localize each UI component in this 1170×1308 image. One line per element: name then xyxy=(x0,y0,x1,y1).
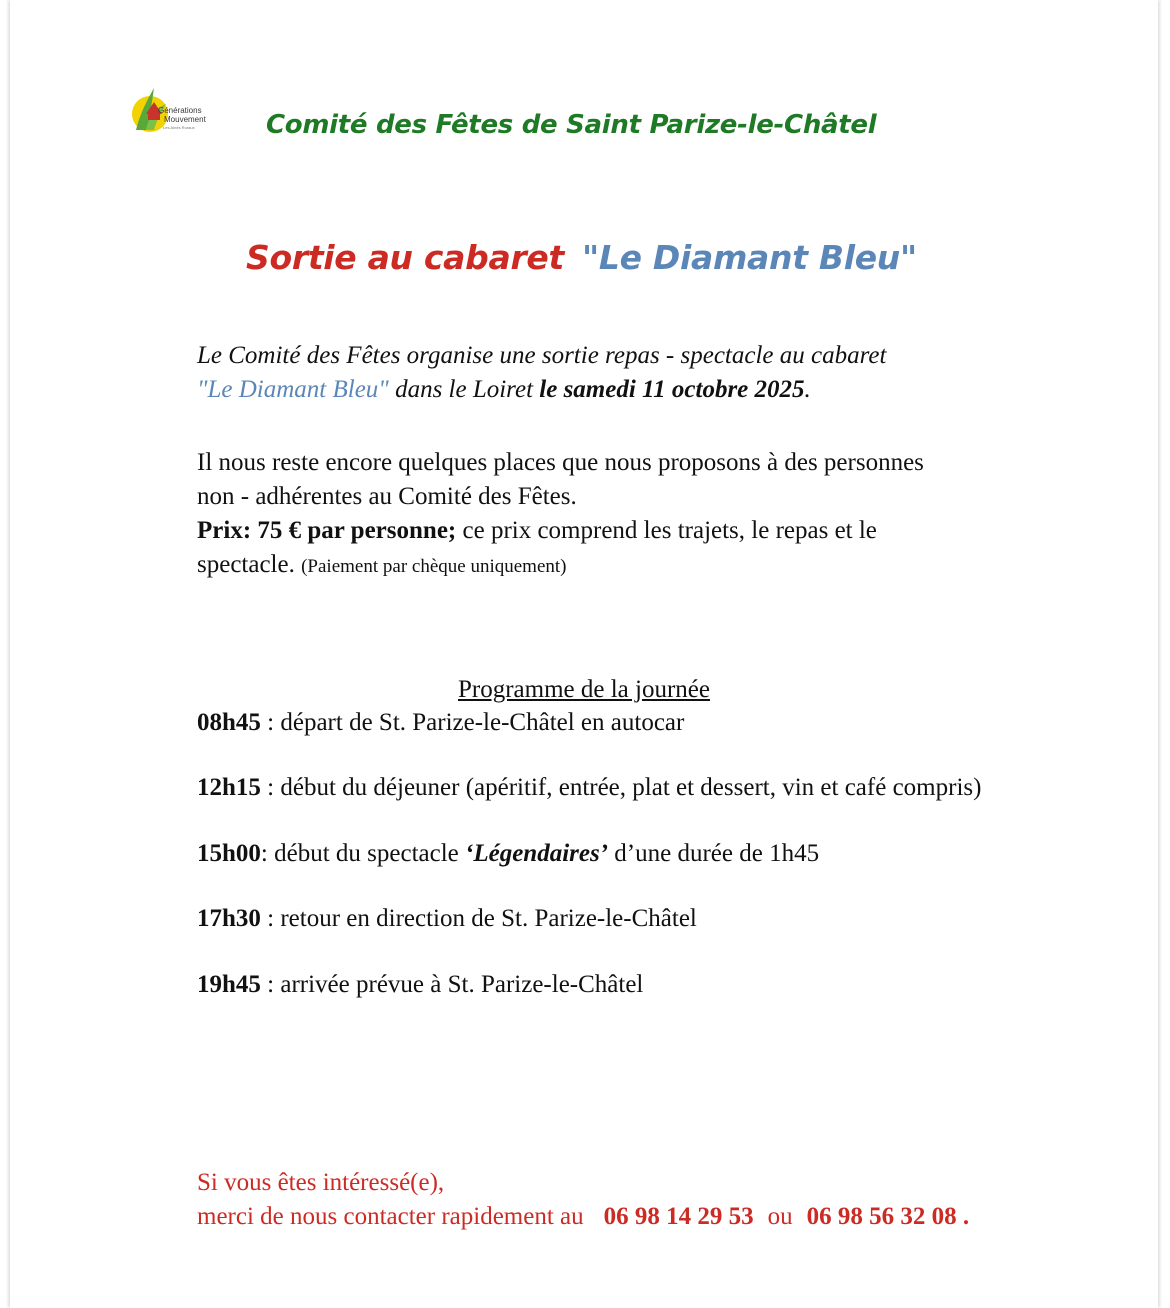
contact-line1: Si vous êtes intéressé(e), xyxy=(197,1169,445,1196)
schedule-item xyxy=(197,709,684,737)
schedule-sep: : xyxy=(260,840,275,867)
show-name: ‘Légendaires’ xyxy=(465,840,609,867)
schedule-item xyxy=(197,905,697,933)
schedule-text-2: d’une durée de 1h45 xyxy=(608,840,820,867)
event-title xyxy=(246,238,917,277)
schedule-item xyxy=(197,774,981,802)
schedule-text: début du déjeuner (apéritif, entrée, plat et dessert, vin et café compris) xyxy=(280,774,982,801)
schedule-time: 17h30 xyxy=(197,905,261,932)
schedule-sep: : xyxy=(260,905,281,932)
schedule-sep: : xyxy=(260,709,281,736)
schedule-time: 15h00 xyxy=(197,840,261,867)
generations-mouvement-logo xyxy=(126,84,216,140)
price-rest: ce prix comprend les trajets, le repas et le xyxy=(456,517,877,544)
program-title: Programme de la journée xyxy=(458,676,710,703)
intro-line1: Le Comité des Fêtes organise une sortie repas - spectacle au cabaret xyxy=(197,342,887,369)
contact-or: ou xyxy=(767,1203,793,1230)
event-title-venue: "Le Diamant Bleu" xyxy=(581,238,917,277)
payment-note: (Paiement par chèque uniquement) xyxy=(301,556,567,577)
logo-text-generations: Générations xyxy=(158,106,202,115)
schedule-item xyxy=(197,840,819,868)
schedule-text: retour en direction de St. Parize-le-Châtel xyxy=(280,905,697,932)
contact-line2 xyxy=(197,1200,969,1234)
organization-title: Comité des Fêtes de Saint Parize-le-Châtel xyxy=(266,110,877,140)
intro-line2 xyxy=(197,373,886,407)
document-page xyxy=(10,0,1158,1308)
intro-end: . xyxy=(804,376,811,403)
schedule-item xyxy=(197,971,643,999)
schedule-time: 12h15 xyxy=(197,774,261,801)
schedule-text: arrivée prévue à St. Parize-le-Châtel xyxy=(280,971,644,998)
schedule-sep: : xyxy=(260,774,281,801)
places-paragraph xyxy=(197,446,924,584)
schedule-sep: : xyxy=(260,971,281,998)
schedule-time: 19h45 xyxy=(197,971,261,998)
contact-text: merci de nous contacter rapidement au xyxy=(197,1203,584,1230)
intro-venue: "Le Diamant Bleu" xyxy=(197,376,389,403)
places-line4-text: spectacle. xyxy=(197,551,302,578)
intro-paragraph xyxy=(197,339,886,407)
places-line2: non - adhérentes au Comité des Fêtes. xyxy=(197,483,577,510)
price-line xyxy=(197,514,924,548)
intro-date: le samedi 11 octobre 2025 xyxy=(539,376,805,403)
contact-paragraph xyxy=(197,1166,969,1234)
event-title-part1: Sortie au cabaret xyxy=(246,238,564,277)
schedule-text: départ de St. Parize-le-Châtel en autocar xyxy=(280,709,685,736)
intro-middle: dans le Loiret xyxy=(388,376,540,403)
phone-number-2[interactable]: 06 98 56 32 08 . xyxy=(806,1203,970,1230)
price-label: Prix: 75 € par personne; xyxy=(197,517,457,544)
logo-text-mouvement: Mouvement xyxy=(164,115,206,124)
logo-text-tagline: Les Aînés Ruraux xyxy=(163,125,195,130)
schedule-text: début du spectacle xyxy=(274,840,466,867)
places-line4 xyxy=(197,548,924,584)
places-line1: Il nous reste encore quelques places que nous proposons à des personnes xyxy=(197,449,924,476)
schedule-time: 08h45 xyxy=(197,709,261,736)
phone-number-1[interactable]: 06 98 14 29 53 xyxy=(603,1203,754,1230)
